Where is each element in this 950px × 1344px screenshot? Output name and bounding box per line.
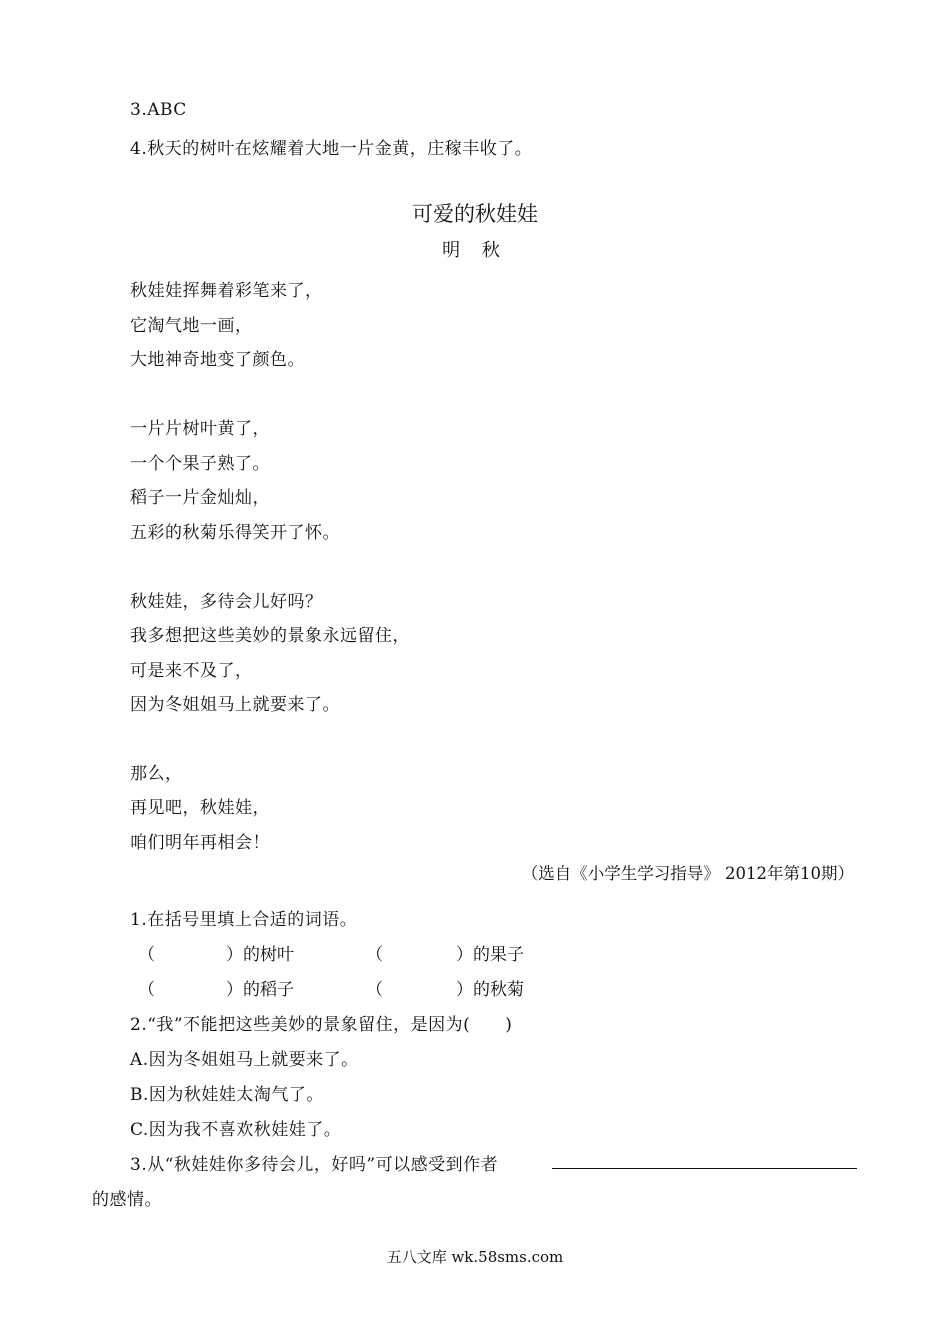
blank-close-label: ）的树叶 (226, 945, 294, 965)
blank-open-paren: （ (366, 945, 383, 965)
poem-line: 咱们明年再相会！ (130, 833, 270, 853)
answer-underline (552, 1168, 857, 1169)
question-2-option-b: B.因为秋娃娃太淘气了。 (130, 1085, 324, 1105)
question-2-prompt: 2.“我”不能把这些美妙的景象留住，是因为( ) (130, 1015, 513, 1035)
poem-line: 大地神奇地变了颜色。 (130, 350, 305, 370)
blank-open-paren: （ (366, 980, 383, 1000)
blank-open-paren: （ (138, 980, 155, 1000)
poem-line: 五彩的秋菊乐得笑开了怀。 (130, 523, 340, 543)
poem-line: 秋娃娃，多待会儿好吗？ (130, 592, 323, 612)
blank-close-label: ）的稻子 (226, 980, 294, 1000)
prev-answer-4: 4.秋天的树叶在炫耀着大地一片金黄，庄稼丰收了。 (130, 139, 533, 159)
poem-title: 可爱的秋娃娃 (412, 202, 538, 226)
poem-line: 它淘气地一画， (130, 316, 253, 336)
question-2-option-a: A.因为冬姐姐马上就要来了。 (130, 1050, 359, 1070)
prev-answer-3: 3.ABC (130, 100, 187, 120)
question-3-prompt: 3.从“秋娃娃你多待会儿，好吗”可以感受到作者 (130, 1155, 499, 1175)
poem-line: 秋娃娃挥舞着彩笔来了， (130, 281, 323, 301)
footer-watermark: 五八文库 wk.58sms.com (386, 1248, 564, 1266)
poem-line: 一片片树叶黄了， (130, 419, 270, 439)
question-2-option-c: C.因为我不喜欢秋娃娃了。 (130, 1120, 342, 1140)
poem-line: 一个个果子熟了。 (130, 454, 270, 474)
blank-close-label: ）的果子 (456, 945, 524, 965)
question-1-prompt: 1.在括号里填上合适的词语。 (130, 910, 358, 930)
blank-open-paren: （ (138, 945, 155, 965)
poem-line: 稻子一片金灿灿， (130, 488, 270, 508)
poem-line: 那么， (130, 764, 183, 784)
poem-source: （选自《小学生学习指导》 2012年第10期） (521, 864, 854, 883)
poem-author: 明 秋 (442, 240, 508, 261)
question-3-continuation: 的感情。 (92, 1190, 162, 1210)
poem-line: 再见吧，秋娃娃， (130, 798, 270, 818)
poem-line: 因为冬姐姐马上就要来了。 (130, 695, 340, 715)
poem-line: 可是来不及了， (130, 661, 253, 681)
blank-close-label: ）的秋菊 (456, 980, 524, 1000)
poem-line: 我多想把这些美妙的景象永远留住， (130, 626, 410, 646)
